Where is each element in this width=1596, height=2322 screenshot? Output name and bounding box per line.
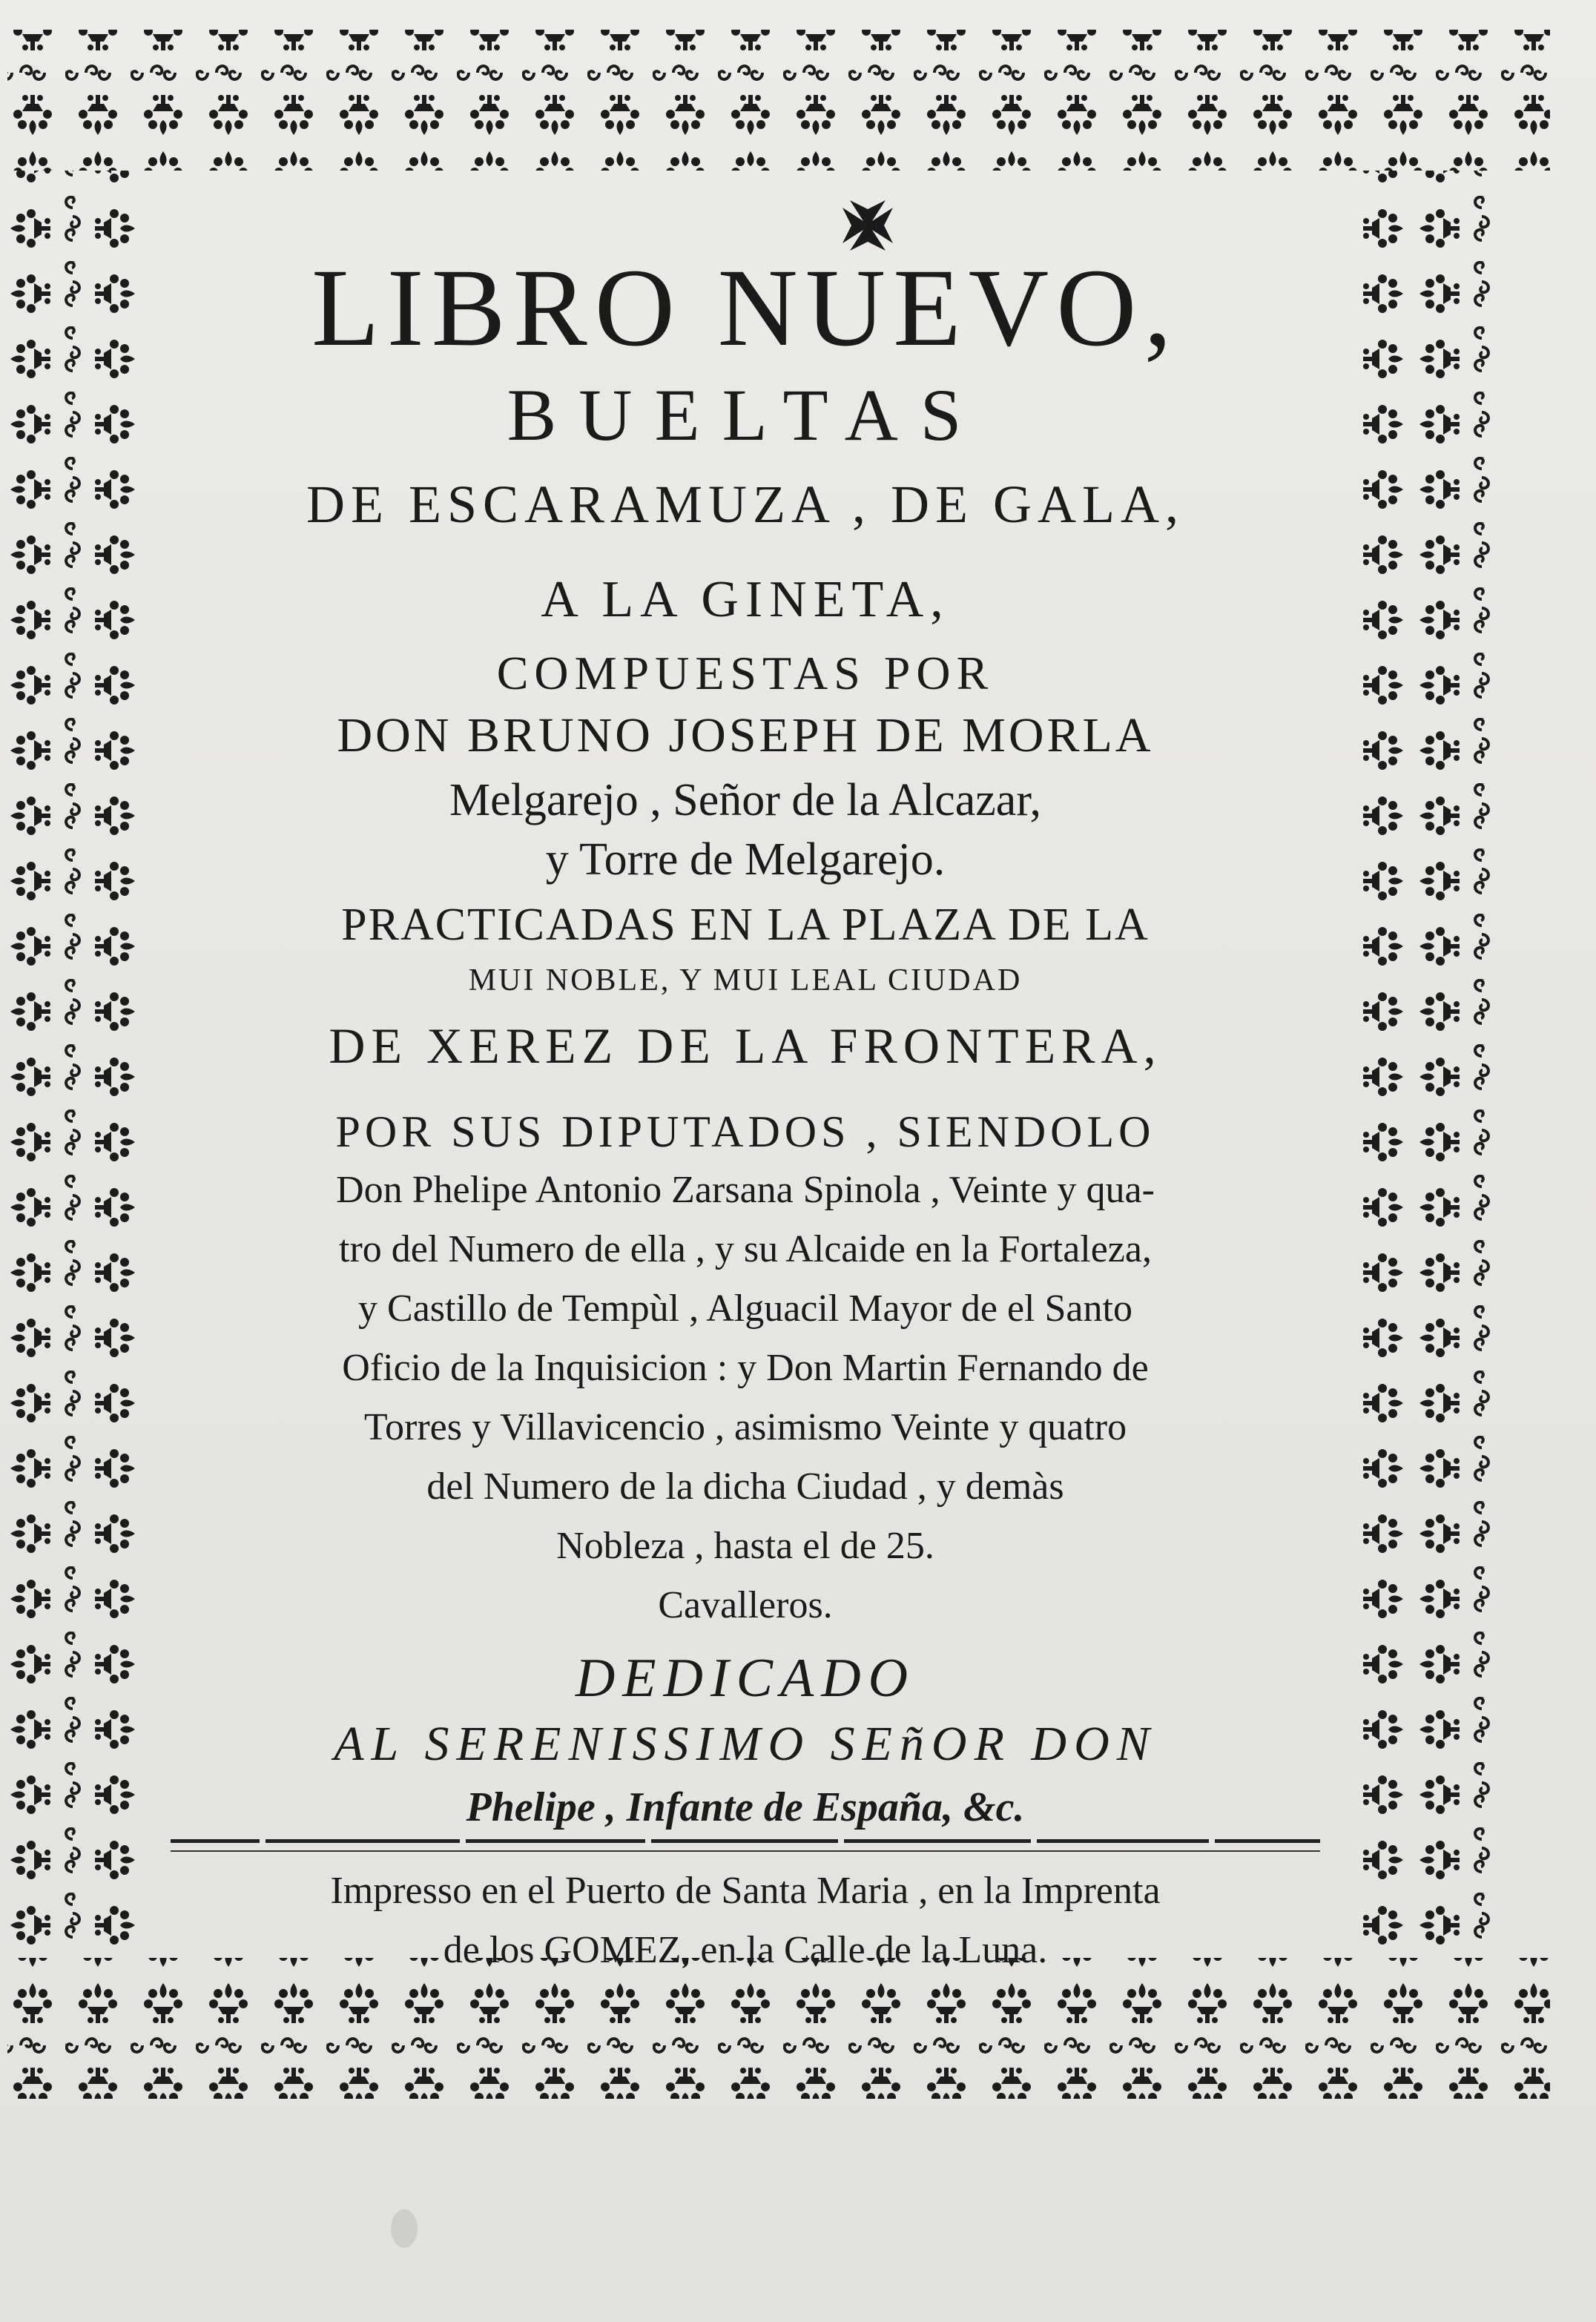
author-intro: COMPUESTAS POR [496,647,995,699]
title-page-text [141,185,1350,1971]
title-line-2: BUELTAS [507,374,984,456]
imprint-line-2: de los GOMEZ, en la Calle de la Luna. [443,1929,1048,1971]
dedication-line-3: Phelipe , Infante de España, &c. [466,1784,1025,1830]
body-line: y Castillo de Tempùl , Alguacil Mayor de el Santo [358,1287,1132,1330]
body-line: Nobleza , hasta el de 25. [556,1525,934,1567]
body-line: Oficio de la Inquisicion : y Don Martin Fernando de [342,1347,1149,1389]
divider-rule [171,1839,1320,1852]
body-line: del Numero de la dicha Ciudad , y demàs [426,1465,1064,1508]
body-line: Don Phelipe Antonio Zarsana Spinola , Veinte y qua- [336,1169,1155,1211]
title-line-1: LIBRO NUEVO, [311,246,1179,369]
body-line: tro del Numero de ella , y su Alcaide en la Fortaleza, [339,1228,1152,1270]
author-line-3: y Torre de Melgarejo. [545,834,946,885]
deputies-line: POR SUS DIPUTADOS , SIENDOLO [335,1107,1155,1156]
title-line-3: DE ESCARAMUZA , DE GALA, [306,475,1184,534]
author-line-2: Melgarejo , Señor de la Alcazar, [449,775,1041,825]
body-line: Cavalleros. [658,1584,833,1626]
body-line: Torres y Villavicencio , asimismo Veinte y quatro [363,1406,1127,1448]
imprint-line-1: Impresso en el Puerto de Santa Maria , en la Imprenta [330,1870,1161,1912]
dedication-line-2: AL SERENISSIMO SEñOR DON [334,1717,1157,1771]
practice-line-3: DE XEREZ DE LA FRONTERA, [329,1017,1162,1074]
author-name: DON BRUNO JOSEPH DE MORLA [337,708,1154,762]
practice-line-1: PRACTICADAS EN LA PLAZA DE LA [341,900,1150,950]
title-line-4: A LA GINETA, [541,571,950,628]
practice-line-2: MUI NOBLE, Y MUI LEAL CIUDAD [468,963,1023,997]
dedication-line-1: DEDICADO [575,1648,916,1709]
